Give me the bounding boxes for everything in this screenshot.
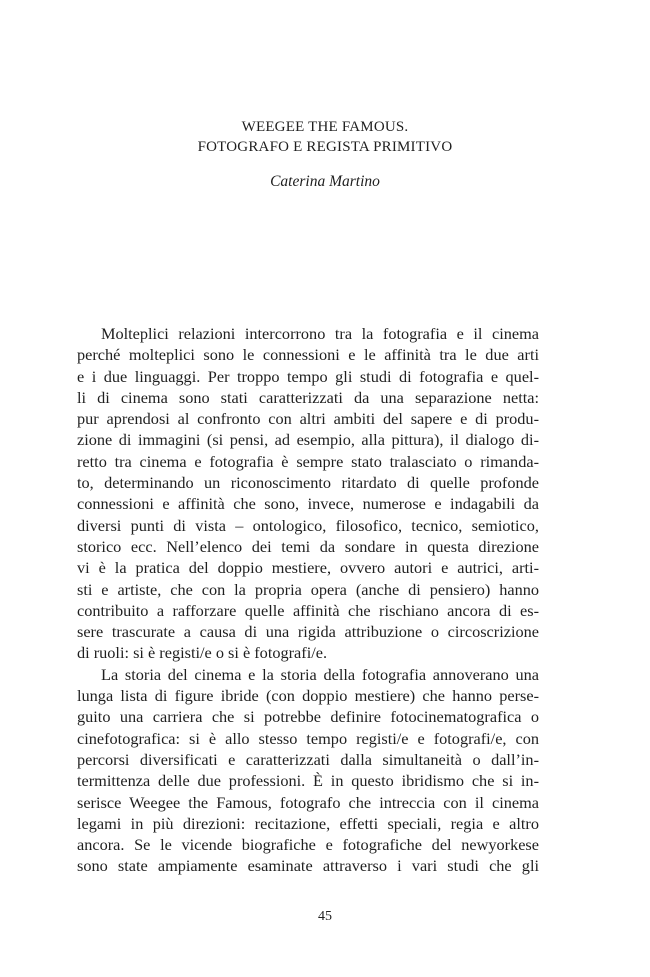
paragraph-1-line: sti e artiste, che con la propria opera (anche di pensiero) hanno — [77, 579, 539, 599]
paragraph-1-line: perché molteplici sono le connessioni e le affinità tra le due arti — [77, 345, 539, 365]
paragraph-2-line: percorsi diversificati e caratterizzati dalla simultaneità o dall’in- — [77, 749, 539, 769]
body-text — [77, 323, 539, 877]
paragraph-1-line: sere trascurate a causa di una rigida attribuzione o circoscrizione — [77, 622, 539, 642]
paragraph-1-line: Molteplici relazioni intercorrono tra la fotografia e il cinema — [101, 324, 539, 343]
article-title-line-1: WEEGEE THE FAMOUS. — [241, 119, 409, 135]
paragraph-1-line: vi è la pratica del doppio mestiere, ovvero autori e autrici, arti- — [77, 558, 539, 578]
paragraph-2-line: termittenza delle due professioni. È in questo ibridismo che si in- — [77, 771, 539, 791]
paragraph-2-line: legami in più direzioni: recitazione, effetti speciali, regia e altro — [77, 813, 539, 833]
page-number: 45 — [318, 909, 332, 924]
paragraph-1-line: to, determinando un riconoscimento ritardato di quelle profonde — [77, 473, 539, 493]
paragraph-2-line: sono state ampiamente esaminate attraverso i vari studi che gli — [77, 856, 539, 876]
paragraph-2-line: ancora. Se le vicende biografiche e fotografiche del newyorkese — [77, 835, 539, 855]
paragraph-1-line: li di cinema sono stati caratterizzati da una separazione netta: — [77, 387, 539, 407]
paragraph-2-line: lunga lista di figure ibride (con doppio mestiere) che hanno perse- — [77, 686, 539, 706]
paragraph-1-line: zione di immagini (si pensi, ad esempio, alla pittura), il dialogo di- — [77, 430, 539, 450]
paragraph-1-line: storico ecc. Nell’elenco dei temi da sondare in questa direzione — [77, 536, 539, 556]
paragraph-1-line: di ruoli: si è registi/e o si è fotografi/e. — [77, 643, 328, 663]
paragraph-2-line: cinefotografica: si è allo stesso tempo registi/e e fotografi/e, con — [77, 728, 539, 748]
author-name: Caterina Martino — [270, 173, 380, 190]
paragraph-1-line: contribuito a rafforzare quelle affinità che rischiano ancora di es- — [77, 600, 539, 620]
paragraph-1-line: retto tra cinema e fotografia è sempre stato tralasciato o rimanda- — [77, 451, 539, 471]
paragraph-1-line: connessioni e affinità che sono, invece, numerose e indagabili da — [77, 494, 539, 514]
paragraph-2-line: guito una carriera che si potrebbe definire fotocinematografica o — [77, 707, 539, 727]
paragraph-1-line: diversi punti di vista – ontologico, filosofico, tecnico, semiotico, — [77, 515, 539, 535]
paragraph-2-line: La storia del cinema e la storia della fotografia annoverano una — [101, 664, 539, 684]
paragraph-1-line: e i due linguaggi. Per troppo tempo gli studi di fotografia e quel- — [77, 366, 539, 386]
paragraph-2-line: serisce Weegee the Famous, fotografo che intreccia con il cinema — [77, 792, 539, 812]
article-title-line-2: FOTOGRAFO E REGISTA PRIMITIVO — [197, 139, 453, 155]
paragraph-1-line: pur aprendosi al confronto con altri ambiti del sapere e di produ- — [77, 409, 539, 429]
